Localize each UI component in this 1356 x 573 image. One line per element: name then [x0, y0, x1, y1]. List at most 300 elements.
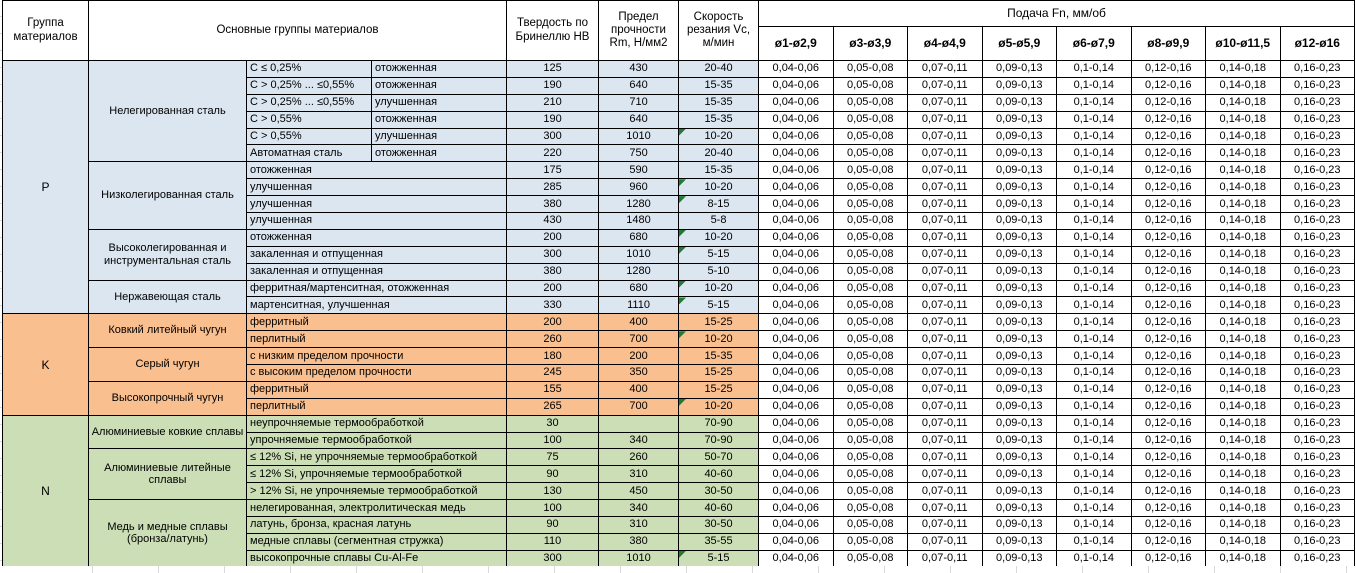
- feed-cell[interactable]: 0,05-0,08: [833, 466, 908, 483]
- vc-cell[interactable]: 35-55: [679, 533, 759, 550]
- feed-cell[interactable]: 0,05-0,08: [833, 398, 908, 415]
- feed-column-header[interactable]: ø10-ø11,5: [1206, 27, 1281, 61]
- feed-cell[interactable]: 0,05-0,08: [833, 348, 908, 365]
- hb-cell[interactable]: 75: [507, 449, 599, 466]
- material-sub-cell[interactable]: медные сплавы (сегментная стружка): [247, 533, 507, 550]
- feed-cell[interactable]: 0,1-0,14: [1057, 128, 1132, 145]
- feed-cell[interactable]: 0,07-0,11: [908, 466, 983, 483]
- rm-cell[interactable]: 700: [599, 331, 679, 348]
- feed-cell[interactable]: 0,04-0,06: [759, 381, 834, 398]
- rm-cell[interactable]: 380: [599, 533, 679, 550]
- feed-cell[interactable]: 0,09-0,13: [982, 179, 1057, 196]
- hb-cell[interactable]: 380: [507, 196, 599, 213]
- feed-cell[interactable]: 0,12-0,16: [1131, 297, 1206, 314]
- feed-cell[interactable]: 0,16-0,23: [1280, 517, 1355, 534]
- material-sub-cell[interactable]: ферритный: [247, 381, 507, 398]
- material-state-cell[interactable]: отожженная: [372, 145, 507, 162]
- feed-column-header[interactable]: ø8-ø9,9: [1131, 27, 1206, 61]
- feed-cell[interactable]: 0,14-0,18: [1206, 381, 1281, 398]
- feed-cell[interactable]: 0,1-0,14: [1057, 398, 1132, 415]
- feed-cell[interactable]: 0,05-0,08: [833, 331, 908, 348]
- rm-cell[interactable]: 1480: [599, 213, 679, 230]
- feed-cell[interactable]: 0,04-0,06: [759, 162, 834, 179]
- feed-cell[interactable]: 0,16-0,23: [1280, 229, 1355, 246]
- feed-cell[interactable]: 0,14-0,18: [1206, 550, 1281, 567]
- feed-column-header[interactable]: ø4-ø4,9: [908, 27, 983, 61]
- feed-cell[interactable]: 0,07-0,11: [908, 179, 983, 196]
- vc-cell[interactable]: 5-15: [679, 246, 759, 263]
- feed-cell[interactable]: 0,05-0,08: [833, 314, 908, 331]
- feed-cell[interactable]: 0,16-0,23: [1280, 246, 1355, 263]
- material-sub-cell[interactable]: Автоматная сталь: [247, 145, 372, 162]
- feed-cell[interactable]: 0,05-0,08: [833, 280, 908, 297]
- feed-cell[interactable]: 0,1-0,14: [1057, 61, 1132, 78]
- group-name-cell[interactable]: Алюминиевые литейные сплавы: [89, 449, 247, 500]
- group-name-cell[interactable]: Низколегированная сталь: [89, 162, 247, 230]
- feed-cell[interactable]: 0,14-0,18: [1206, 246, 1281, 263]
- material-sub-cell[interactable]: перлитный: [247, 331, 507, 348]
- material-state-cell[interactable]: улучшенная: [372, 94, 507, 111]
- feed-cell[interactable]: 0,05-0,08: [833, 517, 908, 534]
- hb-cell[interactable]: 175: [507, 162, 599, 179]
- hb-cell[interactable]: 155: [507, 381, 599, 398]
- material-sub-cell[interactable]: ≤ 12% Si, не упрочняемые термообработкой: [247, 449, 507, 466]
- feed-cell[interactable]: 0,1-0,14: [1057, 483, 1132, 500]
- feed-cell[interactable]: 0,14-0,18: [1206, 517, 1281, 534]
- feed-cell[interactable]: 0,04-0,06: [759, 77, 834, 94]
- feed-cell[interactable]: 0,07-0,11: [908, 432, 983, 449]
- feed-cell[interactable]: 0,04-0,06: [759, 280, 834, 297]
- feed-cell[interactable]: 0,12-0,16: [1131, 229, 1206, 246]
- hb-cell[interactable]: 300: [507, 550, 599, 567]
- feed-cell[interactable]: 0,16-0,23: [1280, 196, 1355, 213]
- feed-cell[interactable]: 0,07-0,11: [908, 94, 983, 111]
- feed-cell[interactable]: 0,07-0,11: [908, 61, 983, 78]
- hb-cell[interactable]: 180: [507, 348, 599, 365]
- feed-cell[interactable]: 0,12-0,16: [1131, 280, 1206, 297]
- feed-cell[interactable]: 0,14-0,18: [1206, 466, 1281, 483]
- vc-cell[interactable]: 10-20: [679, 398, 759, 415]
- feed-cell[interactable]: 0,09-0,13: [982, 280, 1057, 297]
- hb-cell[interactable]: 300: [507, 128, 599, 145]
- feed-cell[interactable]: 0,16-0,23: [1280, 365, 1355, 382]
- vc-cell[interactable]: 5-15: [679, 550, 759, 567]
- feed-cell[interactable]: 0,04-0,06: [759, 213, 834, 230]
- feed-cell[interactable]: 0,04-0,06: [759, 94, 834, 111]
- hb-cell[interactable]: 110: [507, 533, 599, 550]
- hb-cell[interactable]: 330: [507, 297, 599, 314]
- feed-cell[interactable]: 0,09-0,13: [982, 415, 1057, 432]
- feed-cell[interactable]: 0,04-0,06: [759, 449, 834, 466]
- feed-cell[interactable]: 0,09-0,13: [982, 61, 1057, 78]
- feed-cell[interactable]: 0,09-0,13: [982, 297, 1057, 314]
- group-name-cell[interactable]: Серый чугун: [89, 348, 247, 382]
- feed-cell[interactable]: 0,14-0,18: [1206, 196, 1281, 213]
- rm-cell[interactable]: 680: [599, 229, 679, 246]
- feed-cell[interactable]: 0,14-0,18: [1206, 94, 1281, 111]
- hb-cell[interactable]: 100: [507, 432, 599, 449]
- feed-cell[interactable]: 0,12-0,16: [1131, 432, 1206, 449]
- vc-cell[interactable]: 5-8: [679, 213, 759, 230]
- feed-cell[interactable]: 0,07-0,11: [908, 128, 983, 145]
- feed-cell[interactable]: 0,1-0,14: [1057, 533, 1132, 550]
- material-sub-cell[interactable]: ≤ 12% Si, упрочняемые термообработкой: [247, 466, 507, 483]
- feed-cell[interactable]: 0,09-0,13: [982, 348, 1057, 365]
- feed-cell[interactable]: 0,12-0,16: [1131, 263, 1206, 280]
- feed-cell[interactable]: 0,14-0,18: [1206, 229, 1281, 246]
- hb-cell[interactable]: 245: [507, 365, 599, 382]
- group-letter-cell[interactable]: K: [3, 314, 89, 415]
- feed-cell[interactable]: 0,04-0,06: [759, 128, 834, 145]
- vc-cell[interactable]: 10-20: [679, 179, 759, 196]
- rm-cell[interactable]: 680: [599, 280, 679, 297]
- feed-cell[interactable]: 0,14-0,18: [1206, 297, 1281, 314]
- feed-cell[interactable]: 0,05-0,08: [833, 196, 908, 213]
- feed-cell[interactable]: 0,09-0,13: [982, 550, 1057, 567]
- vc-cell[interactable]: 10-20: [679, 331, 759, 348]
- feed-cell[interactable]: 0,12-0,16: [1131, 550, 1206, 567]
- material-sub-cell[interactable]: перлитный: [247, 398, 507, 415]
- feed-cell[interactable]: 0,14-0,18: [1206, 533, 1281, 550]
- feed-column-header[interactable]: ø12-ø16: [1280, 27, 1355, 61]
- feed-cell[interactable]: 0,09-0,13: [982, 466, 1057, 483]
- feed-cell[interactable]: 0,09-0,13: [982, 381, 1057, 398]
- feed-cell[interactable]: 0,12-0,16: [1131, 517, 1206, 534]
- feed-column-header[interactable]: ø1-ø2,9: [759, 27, 834, 61]
- group-name-cell[interactable]: Медь и медные сплавы (бронза/латунь): [89, 500, 247, 568]
- rm-cell[interactable]: 590: [599, 162, 679, 179]
- feed-cell[interactable]: 0,16-0,23: [1280, 111, 1355, 128]
- feed-cell[interactable]: 0,16-0,23: [1280, 213, 1355, 230]
- feed-cell[interactable]: 0,16-0,23: [1280, 550, 1355, 567]
- feed-cell[interactable]: 0,12-0,16: [1131, 213, 1206, 230]
- feed-cell[interactable]: 0,05-0,08: [833, 533, 908, 550]
- feed-cell[interactable]: 0,07-0,11: [908, 162, 983, 179]
- feed-cell[interactable]: 0,04-0,06: [759, 263, 834, 280]
- feed-cell[interactable]: 0,12-0,16: [1131, 196, 1206, 213]
- feed-column-header[interactable]: ø6-ø7,9: [1057, 27, 1132, 61]
- feed-cell[interactable]: 0,04-0,06: [759, 145, 834, 162]
- feed-cell[interactable]: 0,07-0,11: [908, 246, 983, 263]
- rm-cell[interactable]: 340: [599, 500, 679, 517]
- feed-cell[interactable]: 0,04-0,06: [759, 500, 834, 517]
- feed-cell[interactable]: 0,16-0,23: [1280, 398, 1355, 415]
- material-state-cell[interactable]: отожженная: [372, 77, 507, 94]
- feed-cell[interactable]: 0,07-0,11: [908, 415, 983, 432]
- rm-cell[interactable]: 710: [599, 94, 679, 111]
- feed-cell[interactable]: 0,1-0,14: [1057, 314, 1132, 331]
- feed-cell[interactable]: 0,14-0,18: [1206, 314, 1281, 331]
- feed-cell[interactable]: 0,1-0,14: [1057, 331, 1132, 348]
- header-cell-strength[interactable]: Предел прочности Rm, Н/мм2: [599, 1, 679, 61]
- feed-cell[interactable]: 0,1-0,14: [1057, 365, 1132, 382]
- feed-cell[interactable]: 0,16-0,23: [1280, 533, 1355, 550]
- header-cell-hardness[interactable]: Твердость по Бринеллю HB: [507, 1, 599, 61]
- feed-cell[interactable]: 0,04-0,06: [759, 533, 834, 550]
- hb-cell[interactable]: 190: [507, 77, 599, 94]
- rm-cell[interactable]: 400: [599, 314, 679, 331]
- feed-cell[interactable]: 0,09-0,13: [982, 162, 1057, 179]
- feed-cell[interactable]: 0,1-0,14: [1057, 213, 1132, 230]
- vc-cell[interactable]: 15-35: [679, 77, 759, 94]
- feed-cell[interactable]: 0,12-0,16: [1131, 145, 1206, 162]
- rm-cell[interactable]: 260: [599, 449, 679, 466]
- rm-cell[interactable]: 640: [599, 77, 679, 94]
- feed-cell[interactable]: 0,05-0,08: [833, 61, 908, 78]
- hb-cell[interactable]: 210: [507, 94, 599, 111]
- feed-cell[interactable]: 0,14-0,18: [1206, 500, 1281, 517]
- feed-cell[interactable]: 0,14-0,18: [1206, 432, 1281, 449]
- vc-cell[interactable]: 30-50: [679, 517, 759, 534]
- rm-cell[interactable]: 200: [599, 348, 679, 365]
- vc-cell[interactable]: 70-90: [679, 432, 759, 449]
- rm-cell[interactable]: 700: [599, 398, 679, 415]
- feed-cell[interactable]: 0,1-0,14: [1057, 466, 1132, 483]
- material-sub-cell[interactable]: отожженная: [247, 229, 507, 246]
- feed-cell[interactable]: 0,05-0,08: [833, 77, 908, 94]
- feed-cell[interactable]: 0,12-0,16: [1131, 179, 1206, 196]
- feed-cell[interactable]: 0,12-0,16: [1131, 449, 1206, 466]
- feed-cell[interactable]: 0,05-0,08: [833, 550, 908, 567]
- rm-cell[interactable]: 1280: [599, 196, 679, 213]
- vc-cell[interactable]: 40-60: [679, 500, 759, 517]
- rm-cell[interactable]: 1010: [599, 128, 679, 145]
- rm-cell[interactable]: 400: [599, 381, 679, 398]
- hb-cell[interactable]: 300: [507, 246, 599, 263]
- group-name-cell[interactable]: Нелегированная сталь: [89, 61, 247, 162]
- material-state-cell[interactable]: отожженная: [372, 61, 507, 78]
- feed-cell[interactable]: 0,16-0,23: [1280, 314, 1355, 331]
- vc-cell[interactable]: 15-25: [679, 365, 759, 382]
- feed-cell[interactable]: 0,1-0,14: [1057, 111, 1132, 128]
- feed-cell[interactable]: 0,1-0,14: [1057, 297, 1132, 314]
- material-sub-cell[interactable]: > 12% Si, не упрочняемые термообработкой: [247, 483, 507, 500]
- feed-cell[interactable]: 0,14-0,18: [1206, 77, 1281, 94]
- feed-cell[interactable]: 0,07-0,11: [908, 381, 983, 398]
- hb-cell[interactable]: 90: [507, 466, 599, 483]
- feed-cell[interactable]: 0,05-0,08: [833, 415, 908, 432]
- feed-cell[interactable]: 0,1-0,14: [1057, 381, 1132, 398]
- material-sub-cell[interactable]: C > 0,55%: [247, 111, 372, 128]
- feed-cell[interactable]: 0,09-0,13: [982, 246, 1057, 263]
- feed-cell[interactable]: 0,16-0,23: [1280, 500, 1355, 517]
- feed-cell[interactable]: 0,16-0,23: [1280, 432, 1355, 449]
- feed-cell[interactable]: 0,12-0,16: [1131, 94, 1206, 111]
- feed-cell[interactable]: 0,09-0,13: [982, 213, 1057, 230]
- material-sub-cell[interactable]: C > 0,55%: [247, 128, 372, 145]
- feed-cell[interactable]: 0,07-0,11: [908, 500, 983, 517]
- feed-cell[interactable]: 0,07-0,11: [908, 196, 983, 213]
- feed-cell[interactable]: 0,05-0,08: [833, 111, 908, 128]
- feed-cell[interactable]: 0,16-0,23: [1280, 483, 1355, 500]
- group-name-cell[interactable]: Ковкий литейный чугун: [89, 314, 247, 348]
- feed-cell[interactable]: 0,1-0,14: [1057, 263, 1132, 280]
- feed-cell[interactable]: 0,07-0,11: [908, 111, 983, 128]
- feed-cell[interactable]: 0,1-0,14: [1057, 196, 1132, 213]
- feed-cell[interactable]: 0,07-0,11: [908, 550, 983, 567]
- material-sub-cell[interactable]: отожженная: [247, 162, 507, 179]
- hb-cell[interactable]: 220: [507, 145, 599, 162]
- feed-cell[interactable]: 0,14-0,18: [1206, 145, 1281, 162]
- feed-cell[interactable]: 0,07-0,11: [908, 314, 983, 331]
- hb-cell[interactable]: 285: [507, 179, 599, 196]
- feed-cell[interactable]: 0,1-0,14: [1057, 77, 1132, 94]
- feed-cell[interactable]: 0,04-0,06: [759, 229, 834, 246]
- feed-cell[interactable]: 0,14-0,18: [1206, 331, 1281, 348]
- feed-cell[interactable]: 0,16-0,23: [1280, 415, 1355, 432]
- feed-cell[interactable]: 0,05-0,08: [833, 94, 908, 111]
- rm-cell[interactable]: 310: [599, 517, 679, 534]
- feed-cell[interactable]: 0,14-0,18: [1206, 415, 1281, 432]
- group-name-cell[interactable]: Высоколегированная и инструментальная сталь: [89, 229, 247, 280]
- feed-cell[interactable]: 0,1-0,14: [1057, 550, 1132, 567]
- feed-cell[interactable]: 0,04-0,06: [759, 246, 834, 263]
- hb-cell[interactable]: 100: [507, 500, 599, 517]
- material-sub-cell[interactable]: улучшенная: [247, 196, 507, 213]
- hb-cell[interactable]: 200: [507, 280, 599, 297]
- feed-cell[interactable]: 0,12-0,16: [1131, 500, 1206, 517]
- hb-cell[interactable]: 30: [507, 415, 599, 432]
- feed-cell[interactable]: 0,14-0,18: [1206, 365, 1281, 382]
- rm-cell[interactable]: 1110: [599, 297, 679, 314]
- feed-cell[interactable]: 0,04-0,06: [759, 550, 834, 567]
- feed-cell[interactable]: 0,09-0,13: [982, 77, 1057, 94]
- material-sub-cell[interactable]: упрочняемые термообработкой: [247, 432, 507, 449]
- feed-cell[interactable]: 0,14-0,18: [1206, 348, 1281, 365]
- feed-cell[interactable]: 0,05-0,08: [833, 179, 908, 196]
- feed-cell[interactable]: 0,14-0,18: [1206, 449, 1281, 466]
- rm-cell[interactable]: 1280: [599, 263, 679, 280]
- feed-cell[interactable]: 0,07-0,11: [908, 533, 983, 550]
- material-sub-cell[interactable]: неупрочняемые термообработкой: [247, 415, 507, 432]
- feed-cell[interactable]: 0,09-0,13: [982, 517, 1057, 534]
- feed-cell[interactable]: 0,09-0,13: [982, 483, 1057, 500]
- feed-cell[interactable]: 0,12-0,16: [1131, 365, 1206, 382]
- feed-cell[interactable]: 0,04-0,06: [759, 297, 834, 314]
- feed-cell[interactable]: 0,04-0,06: [759, 314, 834, 331]
- feed-cell[interactable]: 0,07-0,11: [908, 331, 983, 348]
- feed-cell[interactable]: 0,07-0,11: [908, 229, 983, 246]
- feed-cell[interactable]: 0,16-0,23: [1280, 263, 1355, 280]
- feed-cell[interactable]: 0,07-0,11: [908, 263, 983, 280]
- material-state-cell[interactable]: улучшенная: [372, 128, 507, 145]
- vc-cell[interactable]: 50-70: [679, 449, 759, 466]
- feed-cell[interactable]: 0,09-0,13: [982, 94, 1057, 111]
- feed-cell[interactable]: 0,16-0,23: [1280, 331, 1355, 348]
- material-sub-cell[interactable]: C > 0,25% ... ≤0,55%: [247, 94, 372, 111]
- header-cell-main-groups[interactable]: Основные группы материалов: [89, 1, 507, 61]
- feed-cell[interactable]: 0,04-0,06: [759, 111, 834, 128]
- hb-cell[interactable]: 190: [507, 111, 599, 128]
- header-cell-material-group[interactable]: Группа материалов: [3, 1, 89, 61]
- group-letter-cell[interactable]: P: [3, 61, 89, 314]
- vc-cell[interactable]: 20-40: [679, 61, 759, 78]
- material-state-cell[interactable]: отожженная: [372, 111, 507, 128]
- feed-cell[interactable]: 0,09-0,13: [982, 111, 1057, 128]
- feed-cell[interactable]: 0,1-0,14: [1057, 517, 1132, 534]
- feed-cell[interactable]: 0,14-0,18: [1206, 179, 1281, 196]
- feed-cell[interactable]: 0,14-0,18: [1206, 162, 1281, 179]
- material-sub-cell[interactable]: закаленная и отпущенная: [247, 263, 507, 280]
- feed-cell[interactable]: 0,16-0,23: [1280, 77, 1355, 94]
- rm-cell[interactable]: 350: [599, 365, 679, 382]
- hb-cell[interactable]: 200: [507, 229, 599, 246]
- feed-cell[interactable]: 0,16-0,23: [1280, 449, 1355, 466]
- vc-cell[interactable]: 15-35: [679, 111, 759, 128]
- material-sub-cell[interactable]: латунь, бронза, красная латунь: [247, 517, 507, 534]
- vc-cell[interactable]: 30-50: [679, 483, 759, 500]
- feed-cell[interactable]: 0,12-0,16: [1131, 331, 1206, 348]
- feed-cell[interactable]: 0,1-0,14: [1057, 179, 1132, 196]
- material-sub-cell[interactable]: с низким пределом прочности: [247, 348, 507, 365]
- feed-cell[interactable]: 0,07-0,11: [908, 517, 983, 534]
- material-sub-cell[interactable]: высокопрочные сплавы Cu-Al-Fe: [247, 550, 507, 567]
- feed-cell[interactable]: 0,05-0,08: [833, 162, 908, 179]
- feed-cell[interactable]: 0,07-0,11: [908, 280, 983, 297]
- hb-cell[interactable]: 125: [507, 61, 599, 78]
- feed-cell[interactable]: 0,05-0,08: [833, 483, 908, 500]
- feed-cell[interactable]: 0,05-0,08: [833, 128, 908, 145]
- feed-cell[interactable]: 0,05-0,08: [833, 229, 908, 246]
- material-sub-cell[interactable]: C > 0,25% ... ≤0,55%: [247, 77, 372, 94]
- feed-cell[interactable]: 0,04-0,06: [759, 348, 834, 365]
- vc-cell[interactable]: 20-40: [679, 145, 759, 162]
- feed-cell[interactable]: 0,04-0,06: [759, 466, 834, 483]
- vc-cell[interactable]: 15-35: [679, 162, 759, 179]
- feed-cell[interactable]: 0,09-0,13: [982, 500, 1057, 517]
- feed-cell[interactable]: 0,07-0,11: [908, 297, 983, 314]
- vc-cell[interactable]: 40-60: [679, 466, 759, 483]
- vc-cell[interactable]: 10-20: [679, 128, 759, 145]
- material-sub-cell[interactable]: улучшенная: [247, 213, 507, 230]
- vc-cell[interactable]: 8-15: [679, 196, 759, 213]
- feed-cell[interactable]: 0,12-0,16: [1131, 466, 1206, 483]
- feed-cell[interactable]: 0,07-0,11: [908, 483, 983, 500]
- feed-cell[interactable]: 0,05-0,08: [833, 381, 908, 398]
- feed-cell[interactable]: 0,16-0,23: [1280, 381, 1355, 398]
- feed-cell[interactable]: 0,04-0,06: [759, 179, 834, 196]
- feed-cell[interactable]: 0,09-0,13: [982, 533, 1057, 550]
- feed-cell[interactable]: 0,16-0,23: [1280, 348, 1355, 365]
- feed-cell[interactable]: 0,12-0,16: [1131, 111, 1206, 128]
- feed-cell[interactable]: 0,1-0,14: [1057, 246, 1132, 263]
- feed-cell[interactable]: 0,1-0,14: [1057, 94, 1132, 111]
- feed-cell[interactable]: 0,07-0,11: [908, 145, 983, 162]
- material-sub-cell[interactable]: с высоким пределом прочности: [247, 365, 507, 382]
- feed-cell[interactable]: 0,05-0,08: [833, 263, 908, 280]
- feed-cell[interactable]: 0,07-0,11: [908, 365, 983, 382]
- feed-cell[interactable]: 0,16-0,23: [1280, 466, 1355, 483]
- material-sub-cell[interactable]: мартенситная, улучшенная: [247, 297, 507, 314]
- feed-cell[interactable]: 0,1-0,14: [1057, 280, 1132, 297]
- feed-cell[interactable]: 0,12-0,16: [1131, 314, 1206, 331]
- feed-cell[interactable]: 0,04-0,06: [759, 331, 834, 348]
- group-letter-cell[interactable]: N: [3, 415, 89, 567]
- feed-cell[interactable]: 0,05-0,08: [833, 432, 908, 449]
- hb-cell[interactable]: 90: [507, 517, 599, 534]
- feed-cell[interactable]: 0,07-0,11: [908, 348, 983, 365]
- feed-cell[interactable]: 0,16-0,23: [1280, 145, 1355, 162]
- feed-cell[interactable]: 0,07-0,11: [908, 398, 983, 415]
- rm-cell[interactable]: 640: [599, 111, 679, 128]
- feed-cell[interactable]: 0,04-0,06: [759, 432, 834, 449]
- material-sub-cell[interactable]: ферритная/мартенситная, отожженная: [247, 280, 507, 297]
- feed-cell[interactable]: 0,07-0,11: [908, 77, 983, 94]
- feed-cell[interactable]: 0,16-0,23: [1280, 61, 1355, 78]
- feed-cell[interactable]: 0,1-0,14: [1057, 229, 1132, 246]
- vc-cell[interactable]: 15-35: [679, 348, 759, 365]
- feed-cell[interactable]: 0,16-0,23: [1280, 297, 1355, 314]
